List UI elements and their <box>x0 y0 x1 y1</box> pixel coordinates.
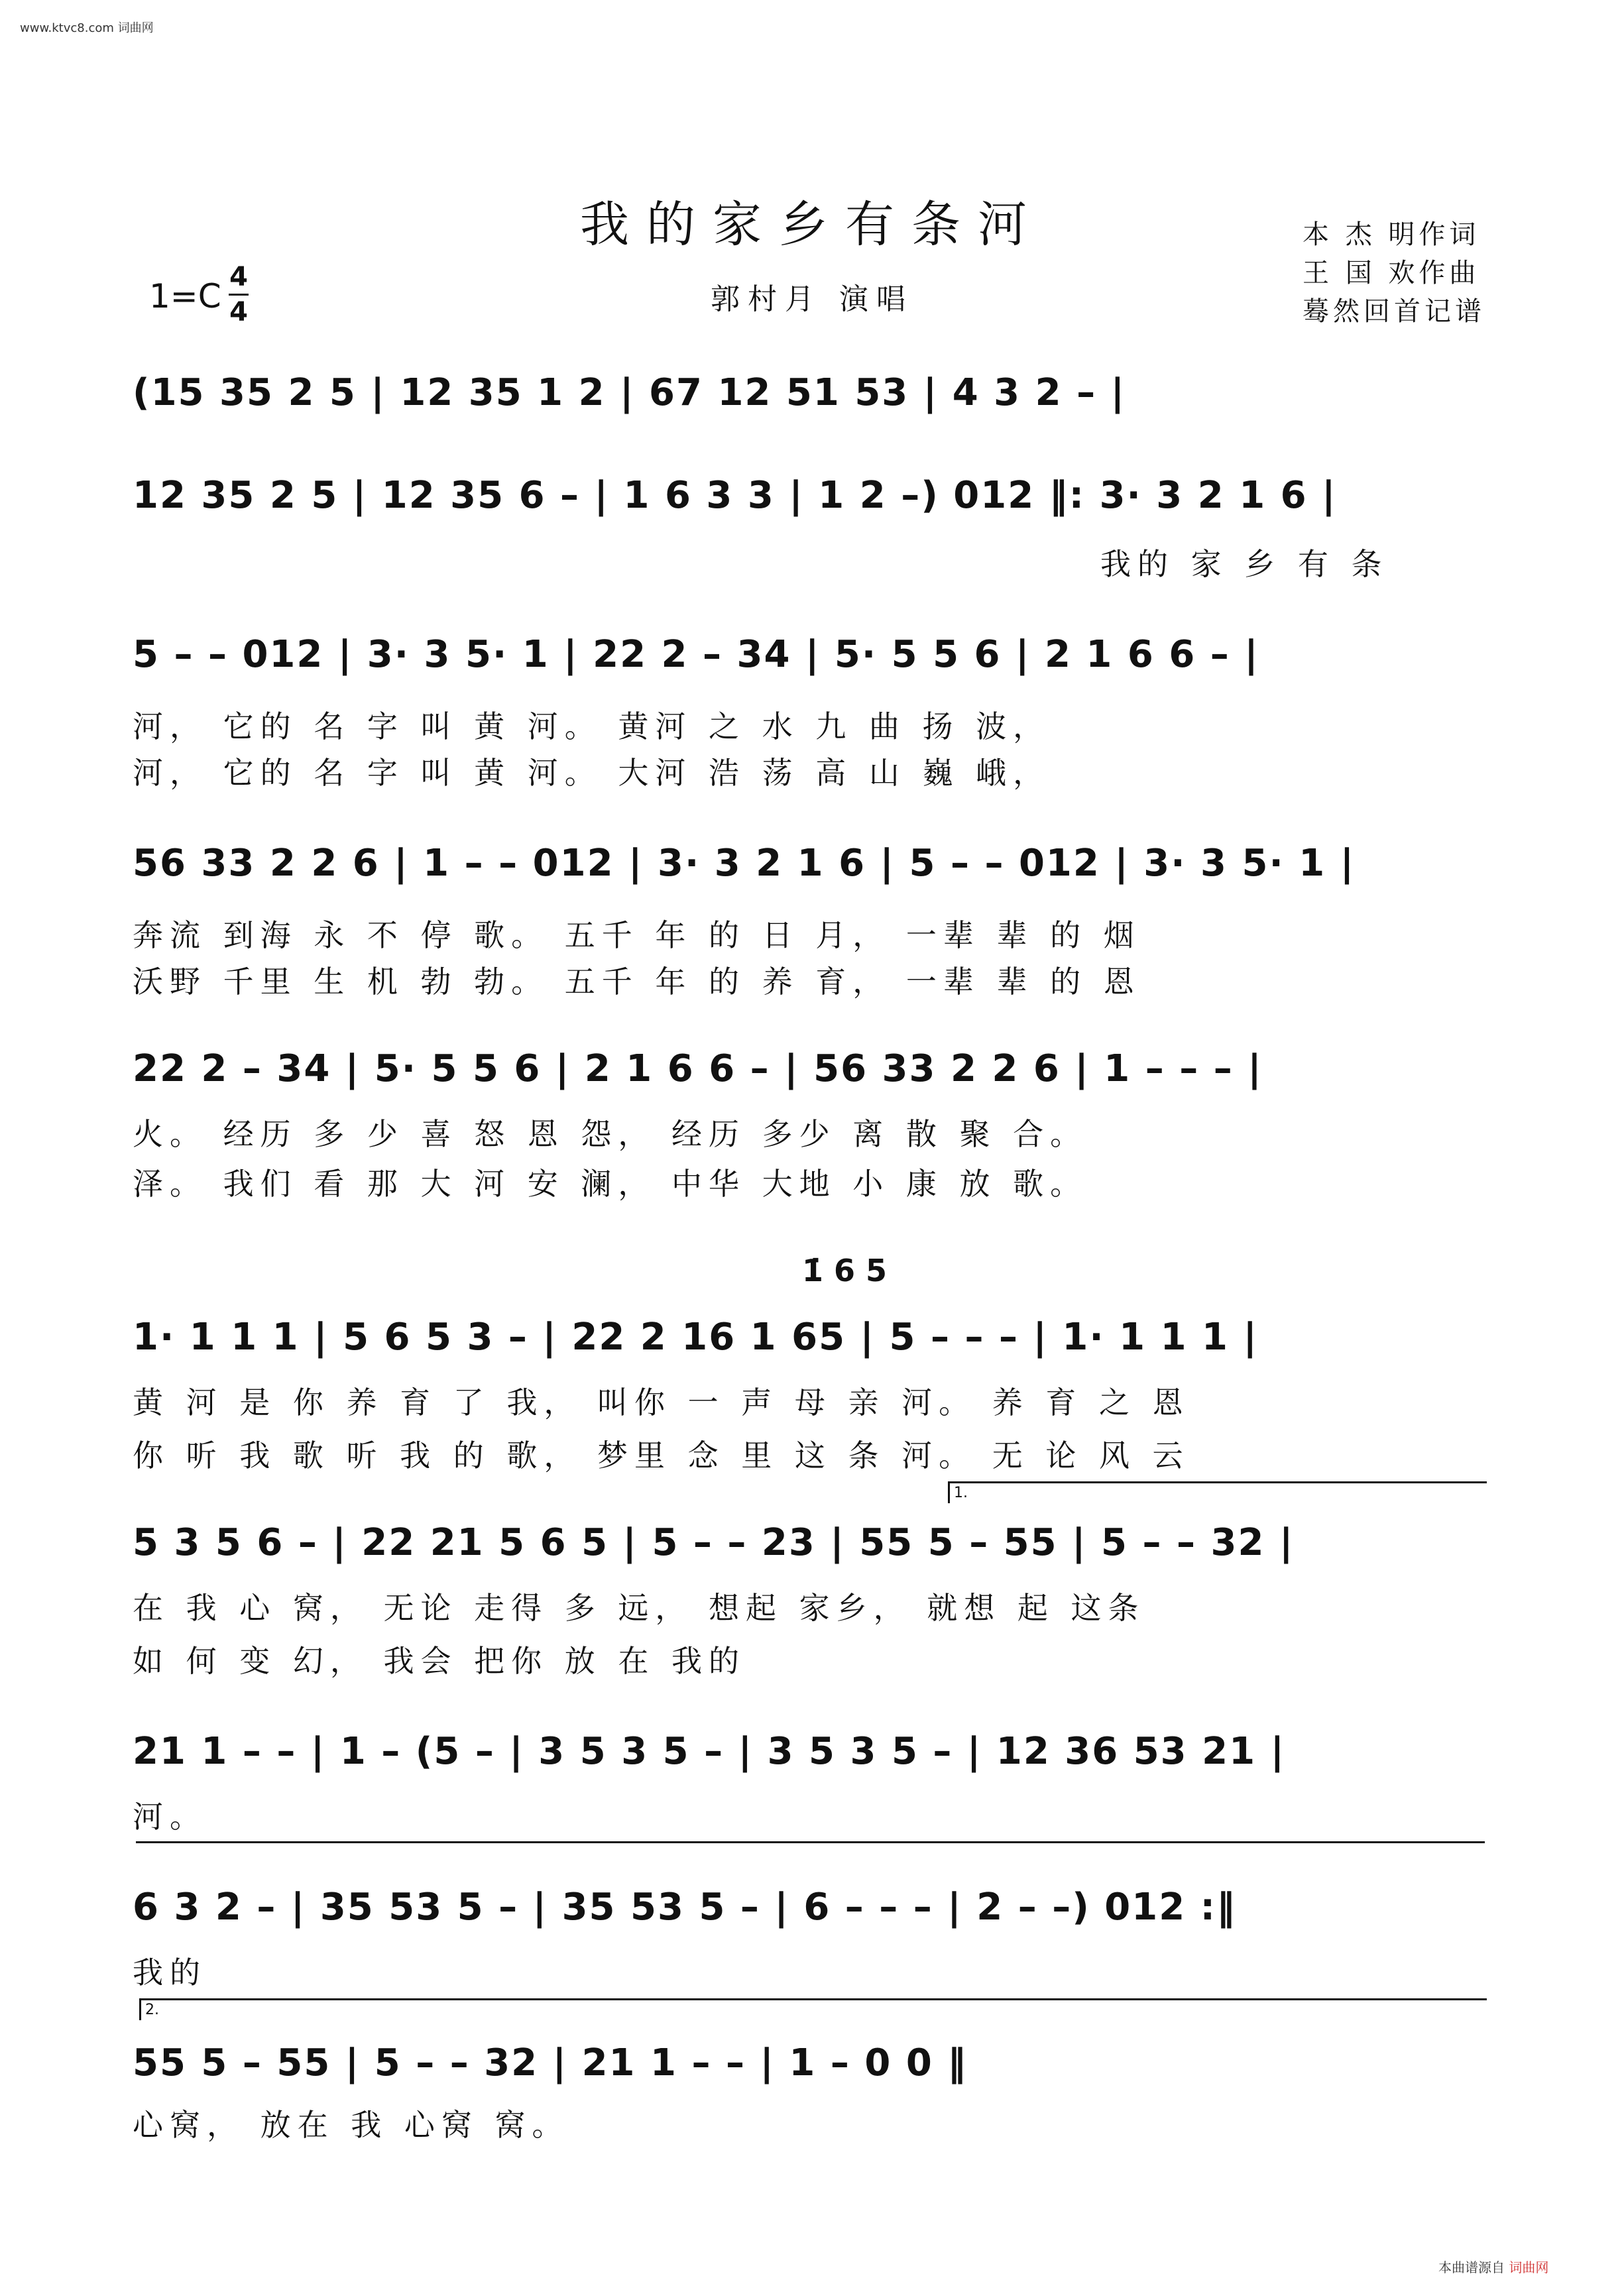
singer: 郭村月 演唱 <box>711 282 913 316</box>
upper-notes: 1̇ 6 5 <box>802 1253 888 1288</box>
notation-row-1: (15 35 2 5 | 12 35 1 2 | 67 12 51 53 | 4 3 2 – | <box>133 371 1126 414</box>
notation-row-10: 55 5 – 55 | 5 – – 32 | 21 1 – – | 1 – 0 0 ‖ <box>133 2041 968 2084</box>
lyrics-row-3-verse-1: 河， 它的 名 字 叫 黄 河。 黄河 之 水 九 曲 扬 波， <box>133 709 1051 744</box>
notation-row-7: 5 3 5 6 – | 22 21 5 6 5 | 5 – – 23 | 55 5 – 55 | 5 – – 32 | <box>133 1521 1295 1564</box>
lyrics-row-6-verse-2: 你 听 我 歌 听 我 的 歌， 梦里 念 里 这 条 河。 无 论 风 云 <box>133 1438 1190 1473</box>
lyrics-row-8: 河。 <box>133 1799 207 1835</box>
lyrics-row-3-verse-2: 河， 它的 名 字 叫 黄 河。 大河 浩 荡 高 山 巍 峨， <box>133 755 1051 791</box>
lyrics-row-4-verse-2: 沃野 千里 生 机 勃 勃。 五千 年 的 养 育， 一辈 辈 的 恩 <box>133 964 1141 999</box>
lyrics-row-10: 心窝， 放在 我 心窝 窝。 <box>133 2107 569 2143</box>
lyrics-row-2: 我的 家 乡 有 条 <box>1100 546 1389 582</box>
section-line <box>136 1841 1485 1843</box>
volta-1: 1. <box>948 1481 1487 1503</box>
notation-row-8: 21 1 – – | 1 – (5 – | 3 5 3 5 – | 3 5 3 5 – | 12 36 53 21 | <box>133 1730 1286 1773</box>
time-signature <box>229 262 249 327</box>
song-title: 我的家乡有条河 <box>580 196 1044 253</box>
notation-row-5: 22 2 – 34 | 5· 5 5 6 | 2 1 6 6 – | 56 33 2 2 6 | 1 – – – | <box>133 1047 1263 1090</box>
footer-site: 词曲网 <box>1509 2259 1549 2275</box>
footer <box>1438 2257 1548 2276</box>
lyricist: 本 杰 明作词 <box>1303 219 1480 250</box>
time-sig-top: 4 <box>229 262 248 292</box>
lyrics-row-5-verse-2: 泽。 我们 看 那 大 河 安 澜， 中华 大地 小 康 放 歌。 <box>133 1166 1088 1202</box>
lyrics-row-9: 我的 <box>133 1955 207 1990</box>
notation-row-3: 5 – – 012 | 3· 3 5· 1 | 22 2 – 34 | 5· 5 5 6 | 2 1 6 6 – | <box>133 633 1259 676</box>
lyrics-row-7-verse-1: 在 我 心 窝， 无论 走得 多 远， 想起 家乡， 就想 起 这条 <box>133 1590 1145 1626</box>
lyrics-row-7-verse-2: 如 何 变 幻， 我会 把你 放 在 我的 <box>133 1643 746 1679</box>
volta-2: 2. <box>139 1998 1487 2020</box>
notation-row-6: 1· 1 1 1 | 5 6 5 3 – | 22 2 16 1 65 | 5 – – – | 1· 1 1 1 | <box>133 1316 1258 1359</box>
key-signature: 1=C <box>149 277 221 315</box>
lyrics-row-5-verse-1: 火。 经历 多 少 喜 怒 恩 怨， 经历 多少 离 散 聚 合。 <box>133 1116 1088 1152</box>
lyrics-row-4-verse-1: 奔流 到海 永 不 停 歌。 五千 年 的 日 月， 一辈 辈 的 烟 <box>133 917 1141 953</box>
site-label: www.ktvc8.com 词曲网 <box>20 21 154 35</box>
composer: 王 国 欢作曲 <box>1303 258 1480 288</box>
footer-source: 本曲谱源自 <box>1438 2259 1505 2275</box>
lyrics-row-6-verse-1: 黄 河 是 你 养 育 了 我， 叫你 一 声 母 亲 河。 养 育 之 恩 <box>133 1385 1190 1420</box>
credits <box>1303 215 1485 331</box>
notation-row-2: 12 35 2 5 | 12 35 6 – | 1 6 3 3 | 1 2 –) 012 ‖: 3· 3 2 1 6 | <box>133 474 1337 517</box>
notation-row-4: 56 33 2 2 6 | 1 – – 012 | 3· 3 2 1 6 | 5 – – 012 | 3· 3 5· 1 | <box>133 842 1356 885</box>
time-sig-bottom: 4 <box>229 297 248 327</box>
transcriber: 蓦然回首记谱 <box>1303 296 1485 327</box>
notation-row-9: 6 3 2 – | 35 53 5 – | 35 53 5 – | 6 – – – | 2 – –) 012 :‖ <box>133 1886 1237 1929</box>
